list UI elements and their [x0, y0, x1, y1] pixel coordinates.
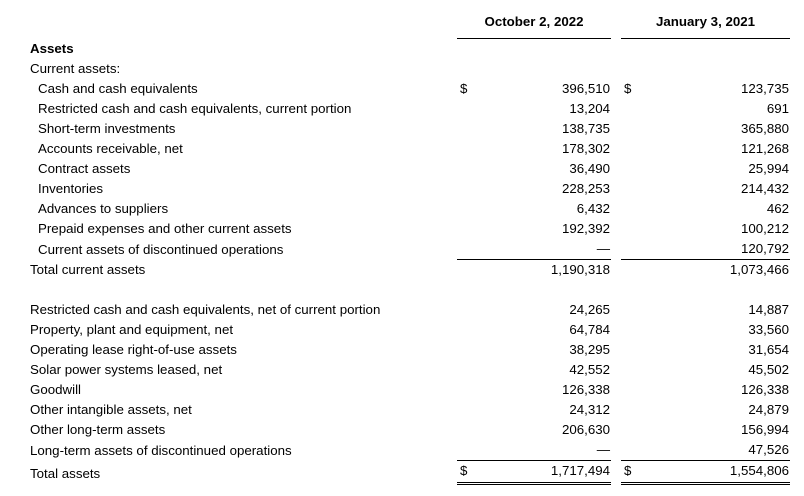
cell-gap: [611, 400, 621, 420]
row-label: Long-term assets of discontinued operations: [30, 442, 292, 458]
cell-gap: [611, 420, 621, 440]
cell-gap: [611, 300, 621, 320]
cell-gap: [611, 179, 621, 199]
table-row: [30, 380, 790, 400]
row-value-period-2: 47,526: [643, 440, 790, 461]
row-value-period-1: 178,302: [561, 141, 611, 156]
row-value-period-2: 14,887: [748, 302, 790, 317]
cell-empty: [621, 159, 643, 179]
currency-symbol: $: [457, 461, 479, 484]
cell-empty: [479, 39, 611, 60]
row-label: Contract assets: [38, 161, 131, 176]
row-value-period-1: 206,630: [561, 422, 611, 437]
cell-empty: [621, 420, 643, 440]
row-value-period-1: 138,735: [561, 121, 611, 136]
subtotal-value-period-1: 1,190,318: [550, 262, 611, 277]
row-value-period-1: 228,253: [561, 181, 611, 196]
cell-empty: [457, 39, 479, 60]
subsection-heading-row: [30, 59, 790, 79]
cell-empty: [457, 300, 479, 320]
row-value-period-2: 462: [766, 201, 790, 216]
row-value-period-1: 396,510: [561, 81, 611, 96]
table-row: [30, 159, 790, 179]
row-label: Cash and cash equivalents: [38, 81, 198, 96]
row-value-period-2: 120,792: [643, 239, 790, 260]
grand-total-value-period-2: 1,554,806: [643, 461, 790, 484]
row-label: Operating lease right-of-use assets: [30, 342, 237, 357]
cell-empty: [621, 59, 643, 79]
cell-gap: [611, 239, 621, 260]
cell-empty: [621, 39, 643, 60]
cell-empty: [457, 239, 479, 260]
row-value-period-1: 24,265: [569, 302, 611, 317]
cell-empty: [457, 360, 479, 380]
cell-empty: [621, 99, 643, 119]
cell-gap: [611, 340, 621, 360]
row-label: Inventories: [38, 181, 104, 196]
cell-gap: [611, 440, 621, 461]
cell-empty: [457, 420, 479, 440]
grand-total-row: [30, 461, 790, 484]
row-label: Current assets of discontinued operations: [38, 241, 284, 257]
cell-empty: [643, 59, 790, 79]
row-value-period-1: 24,312: [569, 402, 611, 417]
cell-empty: [457, 400, 479, 420]
cell-empty: [457, 59, 479, 79]
cell-empty: [457, 99, 479, 119]
row-label: Solar power systems leased, net: [30, 362, 223, 377]
cell-empty: [611, 39, 621, 60]
table-row: [30, 119, 790, 139]
cell-empty: [457, 320, 479, 340]
cell-empty: [457, 219, 479, 239]
row-value-period-2: 156,994: [740, 422, 790, 437]
cell-empty: [621, 440, 643, 461]
row-label: Other long-term assets: [30, 422, 166, 437]
cell-empty: [611, 280, 621, 300]
section-spacer: [30, 280, 790, 300]
cell-empty: [30, 280, 457, 300]
cell-empty: [457, 380, 479, 400]
table-row: [30, 139, 790, 159]
grand-total-label: Total assets: [30, 465, 101, 481]
row-value-period-2: 31,654: [748, 342, 790, 357]
table-row: [30, 300, 790, 320]
row-value-period-1: 192,392: [561, 221, 611, 236]
subtotal-row: [30, 260, 790, 281]
cell-empty: [621, 179, 643, 199]
row-value-period-1: —: [479, 239, 611, 260]
row-value-period-1: 6,432: [576, 201, 611, 216]
table-row: [30, 420, 790, 440]
cell-empty: [621, 340, 643, 360]
grand-total-value-period-1: 1,717,494: [479, 461, 611, 484]
cell-gap: [611, 380, 621, 400]
cell-gap: [611, 260, 621, 281]
currency-symbol: $: [621, 461, 643, 484]
table-header-row: [30, 8, 790, 39]
row-label: Property, plant and equipment, net: [30, 322, 234, 337]
cell-gap: [611, 79, 621, 99]
row-value-period-1: 126,338: [561, 382, 611, 397]
cell-empty: [457, 280, 479, 300]
row-value-period-1: 42,552: [569, 362, 611, 377]
cell-gap: [611, 199, 621, 219]
row-value-period-1: 64,784: [569, 322, 611, 337]
cell-empty: [621, 260, 643, 281]
cell-empty: [457, 440, 479, 461]
table-row: [30, 360, 790, 380]
column-header-period-1: October 2, 2022: [457, 8, 611, 39]
row-label: Restricted cash and cash equivalents, current portion: [38, 101, 352, 116]
cell-empty: [457, 260, 479, 281]
cell-gap: [611, 139, 621, 159]
header-gap: [611, 8, 621, 39]
page-title: Assets: [30, 41, 74, 56]
cell-empty: [457, 139, 479, 159]
cell-empty: [621, 380, 643, 400]
row-value-period-2: 24,879: [748, 402, 790, 417]
cell-empty: [611, 59, 621, 79]
cell-empty: [621, 280, 643, 300]
row-value-period-2: 33,560: [748, 322, 790, 337]
column-header-period-2: January 3, 2021: [621, 8, 790, 39]
cell-empty: [621, 360, 643, 380]
row-value-period-2: 691: [766, 101, 790, 116]
row-value-period-1: 38,295: [569, 342, 611, 357]
row-value-period-2: 123,735: [740, 81, 790, 96]
table-row: [30, 219, 790, 239]
row-label: Restricted cash and cash equivalents, net of current portion: [30, 302, 381, 317]
currency-symbol: $: [624, 81, 632, 96]
row-value-period-1: —: [479, 440, 611, 461]
row-label: Short-term investments: [38, 121, 176, 136]
table-row: [30, 199, 790, 219]
table-row: [30, 79, 790, 99]
cell-empty: [621, 239, 643, 260]
table-row: [30, 99, 790, 119]
financial-table: [30, 8, 790, 485]
row-label: Prepaid expenses and other current assets: [38, 221, 292, 236]
cell-gap: [611, 99, 621, 119]
row-label: Other intangible assets, net: [30, 402, 192, 417]
cell-empty: [621, 119, 643, 139]
row-value-period-2: 45,502: [748, 362, 790, 377]
row-value-period-2: 121,268: [740, 141, 790, 156]
table-row: [30, 239, 790, 260]
table-row: [30, 400, 790, 420]
row-value-period-2: 214,432: [740, 181, 790, 196]
cell-gap: [611, 119, 621, 139]
cell-empty: [621, 320, 643, 340]
subsection-heading-current-assets: Current assets:: [30, 61, 121, 76]
cell-empty: [621, 300, 643, 320]
subtotal-value-period-2: 1,073,466: [729, 262, 790, 277]
cell-empty: [621, 139, 643, 159]
table-row: [30, 179, 790, 199]
cell-gap: [611, 461, 621, 484]
cell-empty: [457, 159, 479, 179]
cell-gap: [611, 320, 621, 340]
row-value-period-2: 365,880: [740, 121, 790, 136]
cell-empty: [479, 59, 611, 79]
row-value-period-2: 25,994: [748, 161, 790, 176]
cell-empty: [457, 119, 479, 139]
cell-gap: [611, 159, 621, 179]
cell-gap: [611, 219, 621, 239]
row-value-period-1: 36,490: [569, 161, 611, 176]
cell-empty: [457, 179, 479, 199]
table-row: [30, 320, 790, 340]
row-value-period-2: 100,212: [740, 221, 790, 236]
row-value-period-1: 13,204: [569, 101, 611, 116]
cell-empty: [457, 199, 479, 219]
cell-gap: [611, 360, 621, 380]
row-label: Accounts receivable, net: [38, 141, 183, 156]
table-row: [30, 340, 790, 360]
header-spacer: [30, 8, 457, 39]
row-value-period-2: 126,338: [740, 382, 790, 397]
cell-empty: [643, 39, 790, 60]
cell-empty: [621, 199, 643, 219]
cell-empty: [643, 280, 790, 300]
row-label: Goodwill: [30, 382, 81, 397]
currency-symbol: $: [460, 81, 468, 96]
cell-empty: [621, 219, 643, 239]
table-row: [30, 440, 790, 461]
section-title-row: [30, 39, 790, 60]
cell-empty: [457, 340, 479, 360]
row-label: Advances to suppliers: [38, 201, 169, 216]
cell-empty: [479, 280, 611, 300]
subtotal-label: Total current assets: [30, 262, 146, 277]
cell-empty: [621, 400, 643, 420]
